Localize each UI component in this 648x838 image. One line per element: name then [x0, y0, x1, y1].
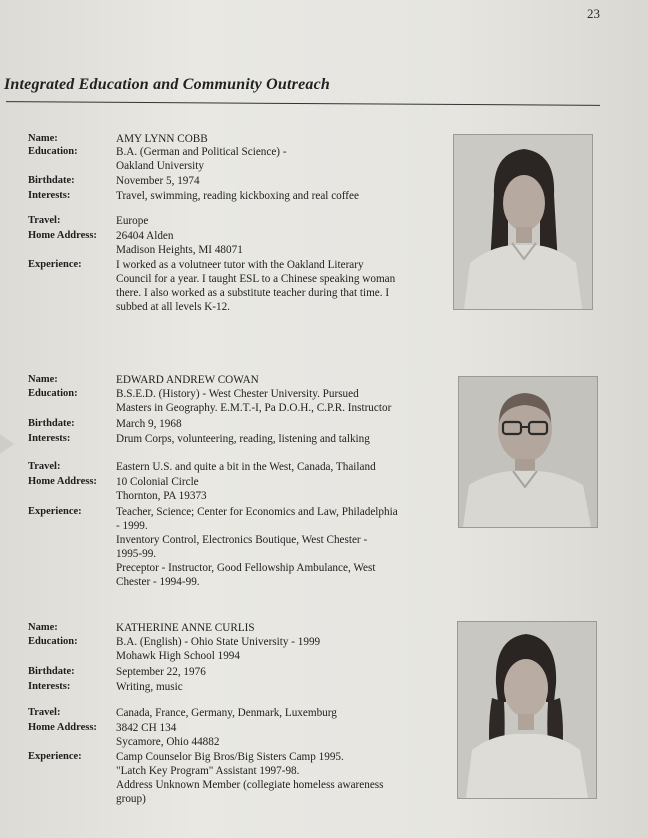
- experience-label: Experience:: [28, 259, 82, 270]
- portrait-photo: [457, 621, 597, 799]
- interests-label: Interests:: [28, 190, 71, 201]
- interests-value: Travel, swimming, reading kickboxing and real coffee: [116, 190, 359, 202]
- birthdate-value: September 22, 1976: [116, 666, 206, 678]
- travel-value: Canada, France, Germany, Denmark, Luxemburg: [116, 707, 337, 719]
- education-value: B.A. (English) - Ohio State University - 1999 Mohawk High School 1994: [116, 636, 321, 662]
- section-title: Integrated Education and Community Outreach: [4, 76, 330, 93]
- name-value: KATHERINE ANNE CURLIS: [116, 622, 255, 634]
- interests-value: Writing, music: [116, 681, 183, 693]
- travel-label: Travel:: [28, 461, 61, 472]
- birthdate-label: Birthdate:: [28, 666, 75, 677]
- experience-label: Experience:: [28, 751, 82, 762]
- interests-label: Interests:: [28, 681, 71, 692]
- birthdate-value: November 5, 1974: [116, 175, 200, 187]
- home-address-label: Home Address:: [28, 722, 97, 733]
- portrait-photo: [458, 376, 598, 528]
- home-address-label: Home Address:: [28, 476, 97, 487]
- experience-value: I worked as a volutneer tutor with the Oakland Literary Council for a year. I taught ESL to a Chinese speaking woman there. I also worked as a substitute teacher during that time. I subbed at all levels K-12.: [116, 259, 396, 313]
- birthdate-label: Birthdate:: [28, 175, 75, 186]
- home-address-value: 3842 CH 134 Sycamore, Ohio 44882: [116, 722, 220, 748]
- name-value: AMY LYNN COBB: [116, 133, 208, 145]
- portrait-man-glasses: [459, 377, 597, 527]
- birthdate-value: March 9, 1968: [116, 418, 182, 430]
- experience-value: Camp Counselor Big Bros/Big Sisters Camp 1995. "Latch Key Program" Assistant 1997-98. Address Unknown Member (collegiate homeless awareness group): [116, 751, 384, 805]
- travel-value: Eastern U.S. and quite a bit in the West, Canada, Thailand: [116, 461, 376, 473]
- education-label: Education:: [28, 388, 78, 399]
- portrait-woman-braids: [458, 622, 596, 798]
- name-label: Name:: [28, 622, 58, 633]
- travel-value: Europe: [116, 215, 149, 227]
- portrait-woman-dark-hair: [454, 135, 592, 309]
- portrait-photo: [453, 134, 593, 310]
- experience-value: Teacher, Science; Center for Economics and Law, Philadelphia - 1999. Inventory Control, Electronics Boutique, West Chester - 1995-99. Preceptor - Instructor, Good Fellowship Ambulance, West Chester - 1994-99.: [116, 506, 398, 588]
- interests-label: Interests:: [28, 433, 71, 444]
- interests-value: Drum Corps, volunteering, reading, listening and talking: [116, 433, 370, 445]
- page-tab-mark: [0, 434, 14, 454]
- education-label: Education:: [28, 146, 78, 157]
- education-label: Education:: [28, 636, 78, 647]
- experience-label: Experience:: [28, 506, 82, 517]
- title-divider: [6, 101, 600, 106]
- home-address-value: 10 Colonial Circle Thornton, PA 19373: [116, 476, 207, 502]
- education-value: B.A. (German and Political Science) - Oakland University: [116, 146, 287, 172]
- birthdate-label: Birthdate:: [28, 418, 75, 429]
- home-address-value: 26404 Alden Madison Heights, MI 48071: [116, 230, 243, 256]
- name-label: Name:: [28, 133, 58, 144]
- page-number: 23: [587, 6, 600, 21]
- education-value: B.S.E.D. (History) - West Chester University. Pursued Masters in Geography. E.M.T.-I, Pa D.O.H., C.P.R. Instructor: [116, 388, 392, 414]
- name-value: EDWARD ANDREW COWAN: [116, 374, 259, 386]
- travel-label: Travel:: [28, 707, 61, 718]
- home-address-label: Home Address:: [28, 230, 97, 241]
- name-label: Name:: [28, 374, 58, 385]
- travel-label: Travel:: [28, 215, 61, 226]
